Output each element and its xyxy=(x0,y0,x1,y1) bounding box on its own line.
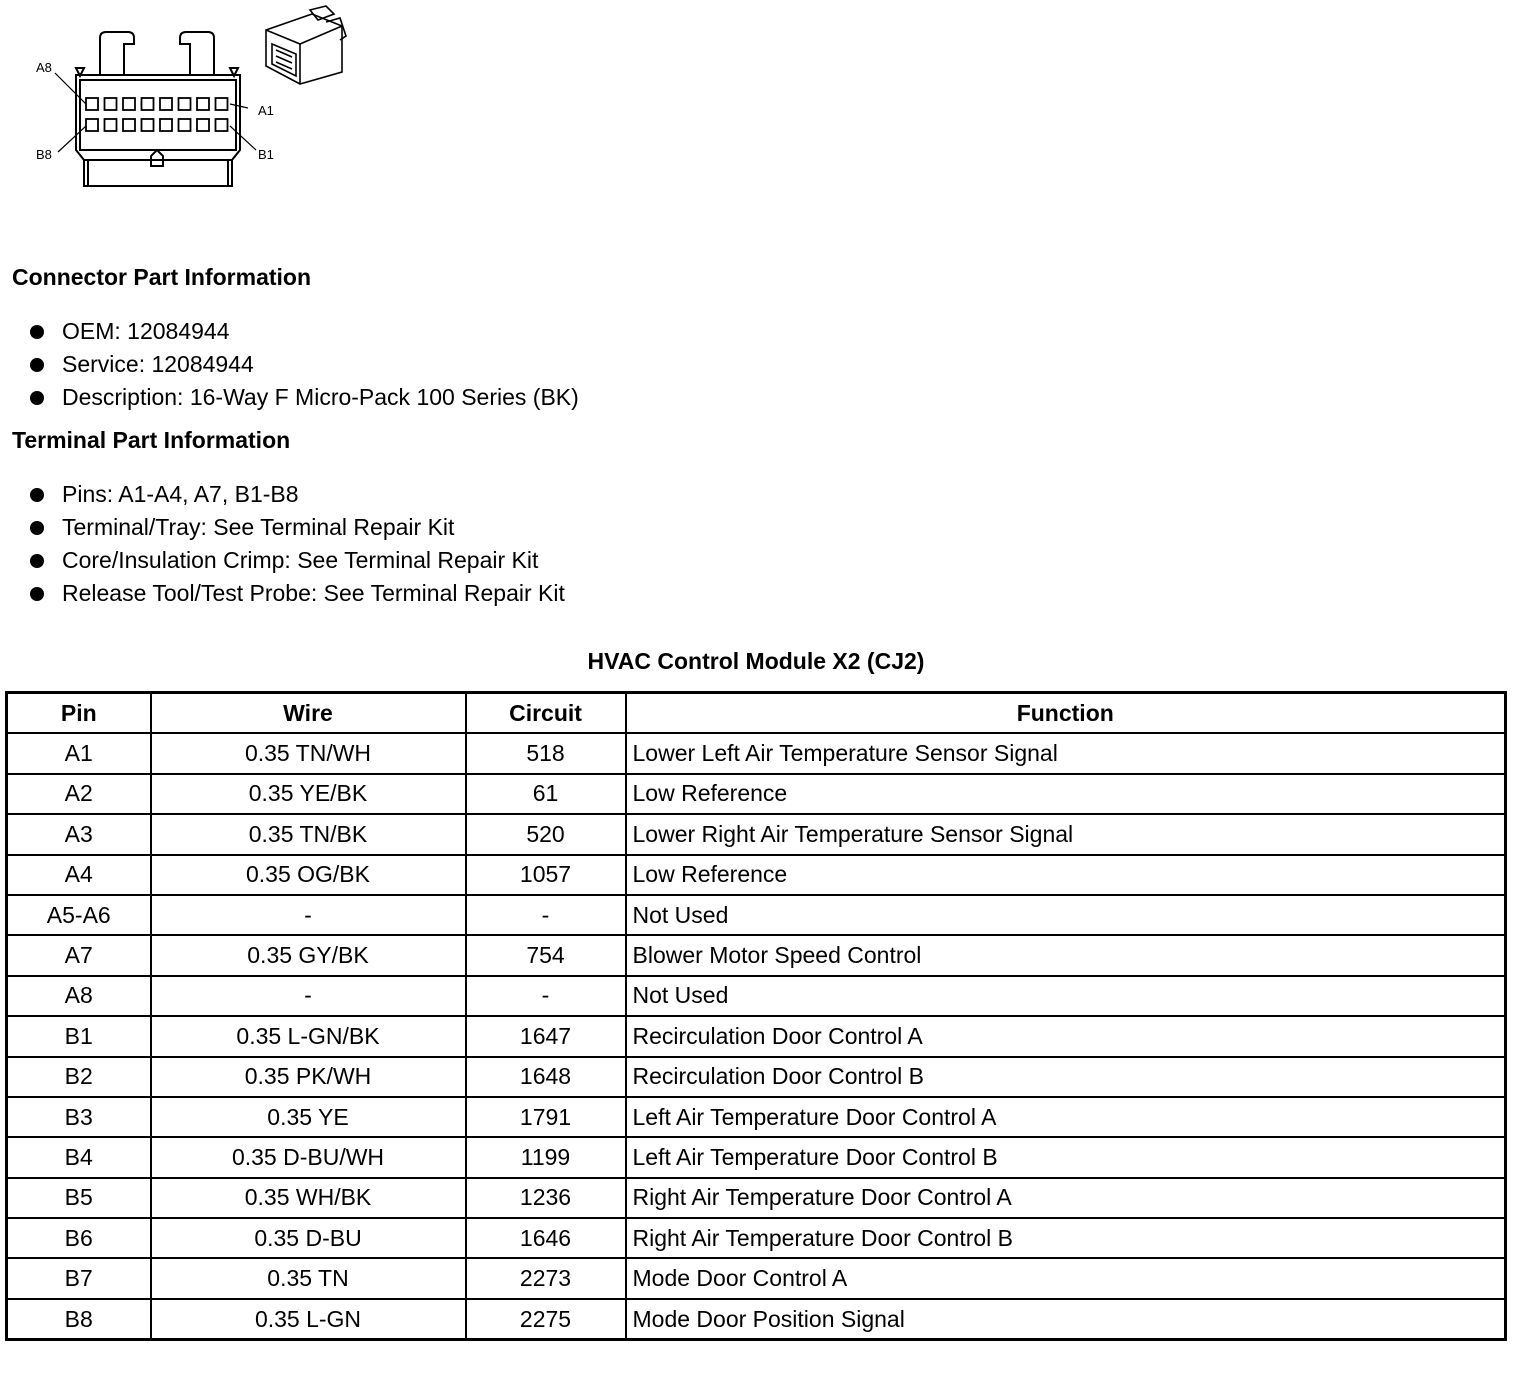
cavity xyxy=(197,98,209,110)
pin-cell: B8 xyxy=(7,1299,151,1340)
pin-cell: B5 xyxy=(7,1178,151,1218)
cavity xyxy=(197,119,209,131)
connector-diagram xyxy=(0,0,380,200)
function-cell: Mode Door Position Signal xyxy=(626,1299,1506,1340)
wire-cell: 0.35 D-BU/WH xyxy=(151,1137,466,1177)
wire-cell: 0.35 GY/BK xyxy=(151,935,466,975)
table-body xyxy=(7,733,1506,1339)
list-item xyxy=(28,348,579,381)
list-item xyxy=(28,544,565,577)
cavity xyxy=(123,98,135,110)
list-item xyxy=(28,315,579,348)
table-row xyxy=(7,855,1506,895)
pins-text: Pins: A1-A4, A7, B1-B8 xyxy=(62,481,299,507)
cavity xyxy=(216,119,228,131)
function-cell: Right Air Temperature Door Control B xyxy=(626,1218,1506,1258)
table-row xyxy=(7,1137,1506,1177)
cavity xyxy=(160,98,172,110)
pin-label-b1: B1 xyxy=(258,147,274,162)
function-cell: Right Air Temperature Door Control A xyxy=(626,1178,1506,1218)
cavity xyxy=(123,119,135,131)
wire-cell: - xyxy=(151,895,466,935)
cavity xyxy=(179,98,191,110)
pin-cell: B6 xyxy=(7,1218,151,1258)
circuit-cell: 2273 xyxy=(466,1258,626,1298)
list-item xyxy=(28,381,579,414)
wire-cell: 0.35 TN/BK xyxy=(151,814,466,854)
cavity xyxy=(142,119,154,131)
circuit-cell: - xyxy=(466,895,626,935)
table-row xyxy=(7,895,1506,935)
function-cell: Mode Door Control A xyxy=(626,1258,1506,1298)
service-text: Service: 12084944 xyxy=(62,351,254,377)
pin-label-b8: B8 xyxy=(36,147,52,162)
bullet-icon xyxy=(30,391,44,405)
cavity xyxy=(105,98,117,110)
pin-cell: A3 xyxy=(7,814,151,854)
bullet-icon xyxy=(30,488,44,502)
crimp-text: Core/Insulation Crimp: See Terminal Repair Kit xyxy=(62,547,539,573)
pin-cell: A7 xyxy=(7,935,151,975)
column-header-circuit: Circuit xyxy=(466,693,626,734)
cavity xyxy=(142,98,154,110)
pin-table xyxy=(5,691,1507,1341)
cavity xyxy=(105,119,117,131)
circuit-cell: 1647 xyxy=(466,1016,626,1056)
circuit-cell: 1057 xyxy=(466,855,626,895)
function-cell: Lower Left Air Temperature Sensor Signal xyxy=(626,733,1506,773)
wire-cell: 0.35 YE/BK xyxy=(151,774,466,814)
wire-cell: 0.35 YE xyxy=(151,1097,466,1137)
circuit-cell: 1199 xyxy=(466,1137,626,1177)
wire-cell: 0.35 PK/WH xyxy=(151,1057,466,1097)
pin-cell: A4 xyxy=(7,855,151,895)
table-row xyxy=(7,1016,1506,1056)
cavity xyxy=(160,119,172,131)
list-item xyxy=(28,478,565,511)
cavity xyxy=(216,98,228,110)
pin-cell: A2 xyxy=(7,774,151,814)
bullet-icon xyxy=(30,358,44,372)
table-row xyxy=(7,814,1506,854)
circuit-cell: 2275 xyxy=(466,1299,626,1340)
circuit-cell: 1646 xyxy=(466,1218,626,1258)
wire-cell: 0.35 L-GN/BK xyxy=(151,1016,466,1056)
cavity xyxy=(86,119,98,131)
column-header-pin: Pin xyxy=(7,693,151,734)
list-item xyxy=(28,577,565,610)
pin-cell: A1 xyxy=(7,733,151,773)
terminal-info-list xyxy=(28,478,565,610)
pin-label-a8: A8 xyxy=(36,60,52,75)
pin-cell: B3 xyxy=(7,1097,151,1137)
table-title: HVAC Control Module X2 (CJ2) xyxy=(587,648,925,674)
function-cell: Low Reference xyxy=(626,774,1506,814)
table-row xyxy=(7,1218,1506,1258)
list-item xyxy=(28,511,565,544)
circuit-cell: 1236 xyxy=(466,1178,626,1218)
connector-info-title: Connector Part Information xyxy=(12,264,312,290)
wire-cell: 0.35 TN/WH xyxy=(151,733,466,773)
bullet-icon xyxy=(30,587,44,601)
cavity xyxy=(179,119,191,131)
cavity xyxy=(86,98,98,110)
wire-cell: 0.35 TN xyxy=(151,1258,466,1298)
table-row xyxy=(7,935,1506,975)
column-header-function: Function xyxy=(626,693,1506,734)
circuit-cell: - xyxy=(466,976,626,1016)
pin-label-a1: A1 xyxy=(258,103,274,118)
function-cell: Lower Right Air Temperature Sensor Signal xyxy=(626,814,1506,854)
function-cell: Recirculation Door Control B xyxy=(626,1057,1506,1097)
terminal-info-title: Terminal Part Information xyxy=(12,427,291,453)
wire-cell: 0.35 D-BU xyxy=(151,1218,466,1258)
oem-text: OEM: 12084944 xyxy=(62,318,230,344)
function-cell: Not Used xyxy=(626,976,1506,1016)
cavity-grid xyxy=(86,98,228,131)
table-row xyxy=(7,1057,1506,1097)
pin-cell: B4 xyxy=(7,1137,151,1177)
circuit-cell: 1648 xyxy=(466,1057,626,1097)
pin-cell: A8 xyxy=(7,976,151,1016)
circuit-cell: 61 xyxy=(466,774,626,814)
column-header-wire: Wire xyxy=(151,693,466,734)
table-row xyxy=(7,976,1506,1016)
wire-cell: 0.35 L-GN xyxy=(151,1299,466,1340)
table-row xyxy=(7,1178,1506,1218)
circuit-cell: 520 xyxy=(466,814,626,854)
pin-cell: B7 xyxy=(7,1258,151,1298)
function-cell: Blower Motor Speed Control xyxy=(626,935,1506,975)
circuit-cell: 1791 xyxy=(466,1097,626,1137)
circuit-cell: 518 xyxy=(466,733,626,773)
pin-cell: B2 xyxy=(7,1057,151,1097)
wire-cell: 0.35 WH/BK xyxy=(151,1178,466,1218)
connector-info-list xyxy=(28,315,579,414)
table-row xyxy=(7,1097,1506,1137)
table-row xyxy=(7,774,1506,814)
wire-cell: - xyxy=(151,976,466,1016)
pin-callouts xyxy=(55,73,256,152)
table-header-row xyxy=(7,693,1506,734)
bullet-icon xyxy=(30,521,44,535)
release-tool-text: Release Tool/Test Probe: See Terminal Repair Kit xyxy=(62,580,565,606)
pin-cell: B1 xyxy=(7,1016,151,1056)
table-row xyxy=(7,1299,1506,1340)
description-text: Description: 16-Way F Micro-Pack 100 Series (BK) xyxy=(62,384,579,410)
connector-isometric-icon xyxy=(266,6,346,84)
function-cell: Left Air Temperature Door Control A xyxy=(626,1097,1506,1137)
pin-cell: A5-A6 xyxy=(7,895,151,935)
wire-cell: 0.35 OG/BK xyxy=(151,855,466,895)
function-cell: Left Air Temperature Door Control B xyxy=(626,1137,1506,1177)
table-row xyxy=(7,733,1506,773)
function-cell: Not Used xyxy=(626,895,1506,935)
terminal-tray-text: Terminal/Tray: See Terminal Repair Kit xyxy=(62,514,455,540)
function-cell: Recirculation Door Control A xyxy=(626,1016,1506,1056)
circuit-cell: 754 xyxy=(466,935,626,975)
bullet-icon xyxy=(30,554,44,568)
bullet-icon xyxy=(30,325,44,339)
function-cell: Low Reference xyxy=(626,855,1506,895)
table-row xyxy=(7,1258,1506,1298)
